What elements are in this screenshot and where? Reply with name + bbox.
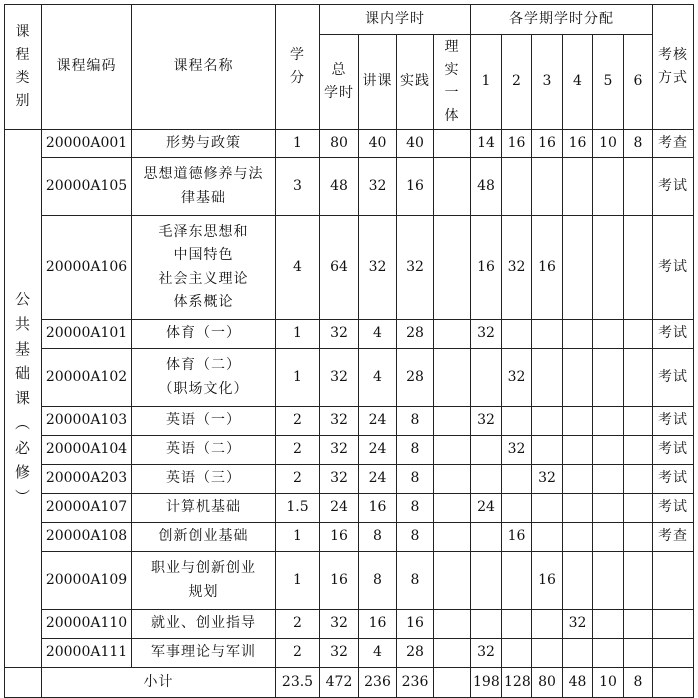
header-semester-3: 3 <box>532 35 563 130</box>
course-total: 32 <box>320 436 359 465</box>
course-assessment: 考试 <box>653 494 694 523</box>
course-assessment: 考试 <box>653 349 694 407</box>
header-semester-2: 2 <box>502 35 532 130</box>
course-row <box>5 552 694 610</box>
course-lecture: 4 <box>359 320 397 349</box>
course-s5 <box>593 494 624 523</box>
course-integrated <box>434 407 471 436</box>
subtotal-row <box>5 668 694 698</box>
header-category: 课 程 类 别 <box>5 5 42 130</box>
course-total: 32 <box>320 465 359 494</box>
header-semester-6: 6 <box>624 35 653 130</box>
course-row <box>5 130 694 158</box>
course-credit: 2 <box>276 610 320 639</box>
course-code: 20000A108 <box>42 523 132 552</box>
course-credit: 1 <box>276 320 320 349</box>
course-code: 20000A109 <box>42 552 132 610</box>
course-s1: 32 <box>471 320 502 349</box>
header-in-class-hours: 课内学时 <box>320 5 471 35</box>
course-credit: 1 <box>276 523 320 552</box>
course-integrated <box>434 320 471 349</box>
course-s2 <box>502 552 532 610</box>
course-s3 <box>532 407 563 436</box>
course-assessment <box>653 639 694 668</box>
course-assessment: 考试 <box>653 465 694 494</box>
course-s6 <box>624 436 653 465</box>
course-assessment <box>653 610 694 639</box>
course-s1: 24 <box>471 494 502 523</box>
course-s1 <box>471 552 502 610</box>
subtotal-practice: 236 <box>397 668 434 698</box>
subtotal-s4: 48 <box>563 668 593 698</box>
course-practice: 16 <box>397 610 434 639</box>
course-assessment: 考查 <box>653 130 694 158</box>
header-name: 课程名称 <box>132 5 276 130</box>
course-name: 形势与政策 <box>132 130 276 158</box>
course-s1: 32 <box>471 639 502 668</box>
course-lecture: 40 <box>359 130 397 158</box>
course-name: 英语（一） <box>132 407 276 436</box>
course-assessment: 考试 <box>653 158 694 216</box>
course-name: 思想道德修养与法 律基础 <box>132 158 276 216</box>
course-s3 <box>532 639 563 668</box>
course-total: 32 <box>320 407 359 436</box>
course-credit: 1 <box>276 130 320 158</box>
course-s4 <box>563 407 593 436</box>
course-integrated <box>434 436 471 465</box>
subtotal-s1: 198 <box>471 668 502 698</box>
course-lecture: 16 <box>359 494 397 523</box>
course-s2 <box>502 407 532 436</box>
course-s4 <box>563 436 593 465</box>
course-s1: 14 <box>471 130 502 158</box>
subtotal-lecture: 236 <box>359 668 397 698</box>
subtotal-s5: 10 <box>593 668 624 698</box>
course-credit: 2 <box>276 639 320 668</box>
course-total: 32 <box>320 349 359 407</box>
course-row <box>5 216 694 320</box>
course-code: 20000A106 <box>42 216 132 320</box>
course-credit: 2 <box>276 436 320 465</box>
course-s3 <box>532 523 563 552</box>
subtotal-total: 472 <box>320 668 359 698</box>
course-s1 <box>471 523 502 552</box>
course-code: 20000A101 <box>42 320 132 349</box>
course-credit: 3 <box>276 158 320 216</box>
course-s2 <box>502 494 532 523</box>
course-assessment: 考试 <box>653 320 694 349</box>
subtotal-assessment <box>653 668 694 698</box>
course-row <box>5 349 694 407</box>
course-practice: 8 <box>397 465 434 494</box>
header-integrated: 理 实 一 体 <box>434 35 471 130</box>
course-lecture: 32 <box>359 158 397 216</box>
course-total: 80 <box>320 130 359 158</box>
course-s6 <box>624 320 653 349</box>
course-s6 <box>624 494 653 523</box>
course-integrated <box>434 494 471 523</box>
course-s4 <box>563 494 593 523</box>
course-row <box>5 494 694 523</box>
course-s6: 8 <box>624 130 653 158</box>
course-s3 <box>532 494 563 523</box>
course-s3 <box>532 436 563 465</box>
header-credit: 学 分 <box>276 5 320 130</box>
course-s5 <box>593 610 624 639</box>
course-practice: 8 <box>397 552 434 610</box>
course-row <box>5 407 694 436</box>
course-row <box>5 320 694 349</box>
course-s2: 16 <box>502 130 532 158</box>
course-credit: 2 <box>276 465 320 494</box>
header-total-hours: 总 学时 <box>320 35 359 130</box>
subtotal-integrated <box>434 668 471 698</box>
course-s5 <box>593 552 624 610</box>
course-s5 <box>593 407 624 436</box>
course-s1: 16 <box>471 216 502 320</box>
course-s3 <box>532 349 563 407</box>
course-s1 <box>471 465 502 494</box>
course-s6 <box>624 639 653 668</box>
course-name: 军事理论与军训 <box>132 639 276 668</box>
course-s5 <box>593 639 624 668</box>
course-row <box>5 610 694 639</box>
course-lecture: 4 <box>359 639 397 668</box>
course-integrated <box>434 349 471 407</box>
header-semester-4: 4 <box>563 35 593 130</box>
course-s4 <box>563 552 593 610</box>
header-practice: 实践 <box>397 35 434 130</box>
course-s6 <box>624 407 653 436</box>
course-code: 20000A001 <box>42 130 132 158</box>
course-integrated <box>434 523 471 552</box>
course-credit: 1 <box>276 552 320 610</box>
course-s6 <box>624 465 653 494</box>
course-code: 20000A103 <box>42 407 132 436</box>
subtotal-label: 小计 <box>42 668 276 698</box>
course-s4 <box>563 349 593 407</box>
course-s2 <box>502 320 532 349</box>
subtotal-blank <box>5 668 42 698</box>
course-s2 <box>502 158 532 216</box>
header-assessment: 考核 方式 <box>653 5 694 130</box>
course-name: 职业与创新创业 规划 <box>132 552 276 610</box>
course-integrated <box>434 552 471 610</box>
category-label: 公 共 基 础 课 ︵ 必 修 ︶ <box>5 130 42 668</box>
course-assessment: 考试 <box>653 436 694 465</box>
course-total: 24 <box>320 494 359 523</box>
course-name: 计算机基础 <box>132 494 276 523</box>
course-practice: 8 <box>397 494 434 523</box>
course-assessment <box>653 552 694 610</box>
course-integrated <box>434 465 471 494</box>
course-total: 16 <box>320 523 359 552</box>
course-s5 <box>593 436 624 465</box>
course-s4: 32 <box>563 610 593 639</box>
header-lecture: 讲课 <box>359 35 397 130</box>
course-name: 体育（二） （职场文化） <box>132 349 276 407</box>
course-s3: 32 <box>532 465 563 494</box>
course-s4 <box>563 523 593 552</box>
course-credit: 1 <box>276 349 320 407</box>
course-lecture: 24 <box>359 407 397 436</box>
course-s6 <box>624 523 653 552</box>
course-code: 20000A111 <box>42 639 132 668</box>
course-practice: 28 <box>397 349 434 407</box>
course-row <box>5 158 694 216</box>
course-lecture: 32 <box>359 216 397 320</box>
course-practice: 40 <box>397 130 434 158</box>
course-s5 <box>593 523 624 552</box>
course-code: 20000A107 <box>42 494 132 523</box>
course-s2: 32 <box>502 436 532 465</box>
course-s5 <box>593 320 624 349</box>
course-s5 <box>593 158 624 216</box>
course-assessment: 考试 <box>653 216 694 320</box>
course-s4 <box>563 465 593 494</box>
course-s2 <box>502 610 532 639</box>
course-credit: 1.5 <box>276 494 320 523</box>
course-s2: 32 <box>502 216 532 320</box>
course-total: 32 <box>320 610 359 639</box>
course-s4 <box>563 158 593 216</box>
course-s3 <box>532 610 563 639</box>
curriculum-table <box>4 4 694 698</box>
course-total: 64 <box>320 216 359 320</box>
course-row <box>5 436 694 465</box>
course-practice: 28 <box>397 320 434 349</box>
subtotal-s2: 128 <box>502 668 532 698</box>
course-code: 20000A104 <box>42 436 132 465</box>
course-s2 <box>502 465 532 494</box>
course-practice: 8 <box>397 407 434 436</box>
course-practice: 28 <box>397 639 434 668</box>
course-s2: 16 <box>502 523 532 552</box>
course-name: 毛泽东思想和 中国特色 社会主义理论 体系概论 <box>132 216 276 320</box>
course-s1: 48 <box>471 158 502 216</box>
course-s3 <box>532 158 563 216</box>
course-s3 <box>532 320 563 349</box>
course-s3: 16 <box>532 216 563 320</box>
course-s4 <box>563 320 593 349</box>
header-semester-allocation: 各学期学时分配 <box>471 5 653 35</box>
course-s1 <box>471 349 502 407</box>
course-credit: 2 <box>276 407 320 436</box>
course-lecture: 24 <box>359 436 397 465</box>
course-row <box>5 523 694 552</box>
course-integrated <box>434 610 471 639</box>
course-credit: 4 <box>276 216 320 320</box>
course-s1 <box>471 610 502 639</box>
course-code: 20000A102 <box>42 349 132 407</box>
course-name: 体育（一） <box>132 320 276 349</box>
course-s3: 16 <box>532 130 563 158</box>
course-s1: 32 <box>471 407 502 436</box>
course-s6 <box>624 610 653 639</box>
course-practice: 8 <box>397 436 434 465</box>
course-s2: 32 <box>502 349 532 407</box>
course-s4: 16 <box>563 130 593 158</box>
course-s5 <box>593 349 624 407</box>
course-s6 <box>624 349 653 407</box>
course-code: 20000A110 <box>42 610 132 639</box>
course-name: 创新创业基础 <box>132 523 276 552</box>
course-lecture: 24 <box>359 465 397 494</box>
course-total: 32 <box>320 639 359 668</box>
course-integrated <box>434 130 471 158</box>
course-s5: 10 <box>593 130 624 158</box>
course-s4 <box>563 639 593 668</box>
course-practice: 32 <box>397 216 434 320</box>
course-total: 48 <box>320 158 359 216</box>
course-code: 20000A203 <box>42 465 132 494</box>
course-row <box>5 465 694 494</box>
subtotal-credit: 23.5 <box>276 668 320 698</box>
course-name: 英语（二） <box>132 436 276 465</box>
header-semester-5: 5 <box>593 35 624 130</box>
subtotal-s6: 8 <box>624 668 653 698</box>
course-lecture: 8 <box>359 552 397 610</box>
course-name: 就业、创业指导 <box>132 610 276 639</box>
course-assessment: 考查 <box>653 523 694 552</box>
course-row <box>5 639 694 668</box>
course-lecture: 8 <box>359 523 397 552</box>
course-lecture: 4 <box>359 349 397 407</box>
course-s2 <box>502 639 532 668</box>
course-name: 英语（三） <box>132 465 276 494</box>
course-total: 16 <box>320 552 359 610</box>
course-s6 <box>624 216 653 320</box>
course-s1 <box>471 436 502 465</box>
course-practice: 16 <box>397 158 434 216</box>
course-s6 <box>624 552 653 610</box>
course-s4 <box>563 216 593 320</box>
course-code: 20000A105 <box>42 158 132 216</box>
course-integrated <box>434 639 471 668</box>
subtotal-s3: 80 <box>532 668 563 698</box>
course-s3: 16 <box>532 552 563 610</box>
course-s5 <box>593 465 624 494</box>
header-code: 课程编码 <box>42 5 132 130</box>
course-lecture: 16 <box>359 610 397 639</box>
course-s5 <box>593 216 624 320</box>
course-practice: 8 <box>397 523 434 552</box>
header-semester-1: 1 <box>471 35 502 130</box>
course-integrated <box>434 216 471 320</box>
course-total: 32 <box>320 320 359 349</box>
course-assessment: 考试 <box>653 407 694 436</box>
course-s6 <box>624 158 653 216</box>
course-integrated <box>434 158 471 216</box>
